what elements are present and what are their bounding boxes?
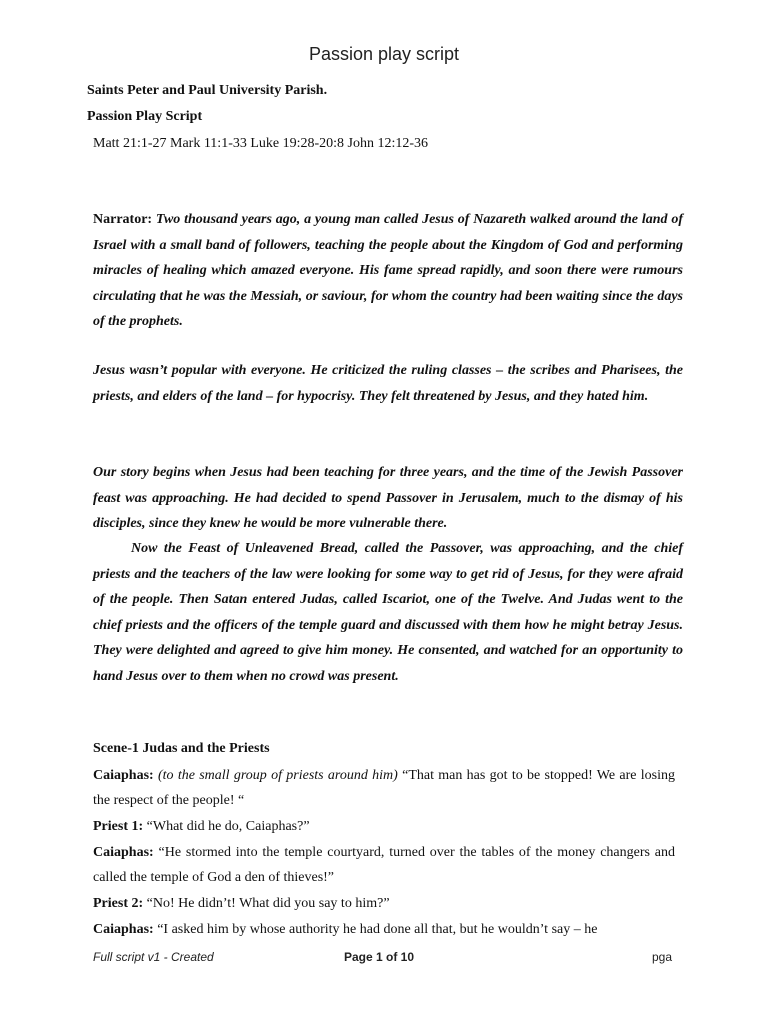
dialogue-text: “I asked him by whose authority he had done all that, but he wouldn’t say – he <box>153 922 598 937</box>
dialogue-text: “That man has got to be stopped! We are losing the respect of the people! “ <box>93 768 675 808</box>
scripture-references: Matt 21:1-27 Mark 11:1-33 Luke 19:28-20:8 John 12:12-36 <box>93 136 429 151</box>
footer-version: Full script v1 - Created <box>93 950 214 964</box>
stage-direction: (to the small group of priests around him) <box>157 768 398 783</box>
dialogue-text: “He stormed into the temple courtyard, turned over the tables of the money changers and called the temple of God a den of thieves!” <box>93 845 675 885</box>
narration-paragraph-2: Jesus wasn’t popular with everyone. He criticized the ruling classes – the scribes and Pharisees, the priests, and elders of the land – for hypocrisy. They felt threatened by Jesus, and they hated him. <box>93 363 683 404</box>
narration-paragraph-4: Now the Feast of Unleavened Bread, called the Passover, was approaching, and the chief priests and the teachers of the law were looking for some way to get rid of Jesus, for they were afraid of the people. Then Satan entered Judas, called Iscariot, one of the Twelve. And Judas went to the chief priests and the officers of the temple guard and discussed with them how he might betray Jesus. They were delighted and agreed to give him money. He consented, and watched for an opportunity to hand Jesus over to them when no crowd was present. <box>93 541 683 684</box>
dialogue-line <box>93 891 675 916</box>
dialogue-line <box>93 917 675 942</box>
narration-text-1: Two thousand years ago, a young man called Jesus of Nazareth walked around the land of Israel with a small band of followers, teaching the people about the Kingdom of God and performing miracles of healing which amazed everyone. His fame spread rapidly, and soon there were rumours circulating that he was the Messiah, or saviour, for whom the country had been waiting since the days of the prophets. <box>93 212 683 330</box>
speaker-name: Priest 1: <box>93 819 144 834</box>
narration-paragraph-1 <box>93 207 683 335</box>
dialogue-line <box>93 814 675 839</box>
script-subtitle: Passion Play Script <box>87 109 203 124</box>
narration-paragraph-3: Our story begins when Jesus had been teaching for three years, and the time of the Jewish Passover feast was approaching. He had decided to spend Passover in Jerusalem, much to the dismay of his disciples, since they knew he would be more vulnerable there. <box>93 465 683 532</box>
dialogue-text: “What did he do, Caiaphas?” <box>143 819 310 834</box>
speaker-name: Caiaphas: <box>93 768 154 783</box>
scene-heading: Scene-1 Judas and the Priests <box>93 741 270 756</box>
dialogue-line <box>93 840 675 890</box>
dialogue-line <box>93 763 675 813</box>
parish-name: Saints Peter and Paul University Parish. <box>87 83 328 98</box>
footer-initials: pga <box>652 950 673 964</box>
dialogue-text: “No! He didn’t! What did you say to him?” <box>143 896 390 911</box>
document-title: Passion play script <box>308 44 460 64</box>
narrator-label: Narrator: <box>93 212 153 227</box>
speaker-name: Caiaphas: <box>93 922 154 937</box>
speaker-name: Priest 2: <box>93 896 144 911</box>
speaker-name: Caiaphas: <box>93 845 154 860</box>
footer-page-number: Page 1 of 10 <box>344 950 415 964</box>
